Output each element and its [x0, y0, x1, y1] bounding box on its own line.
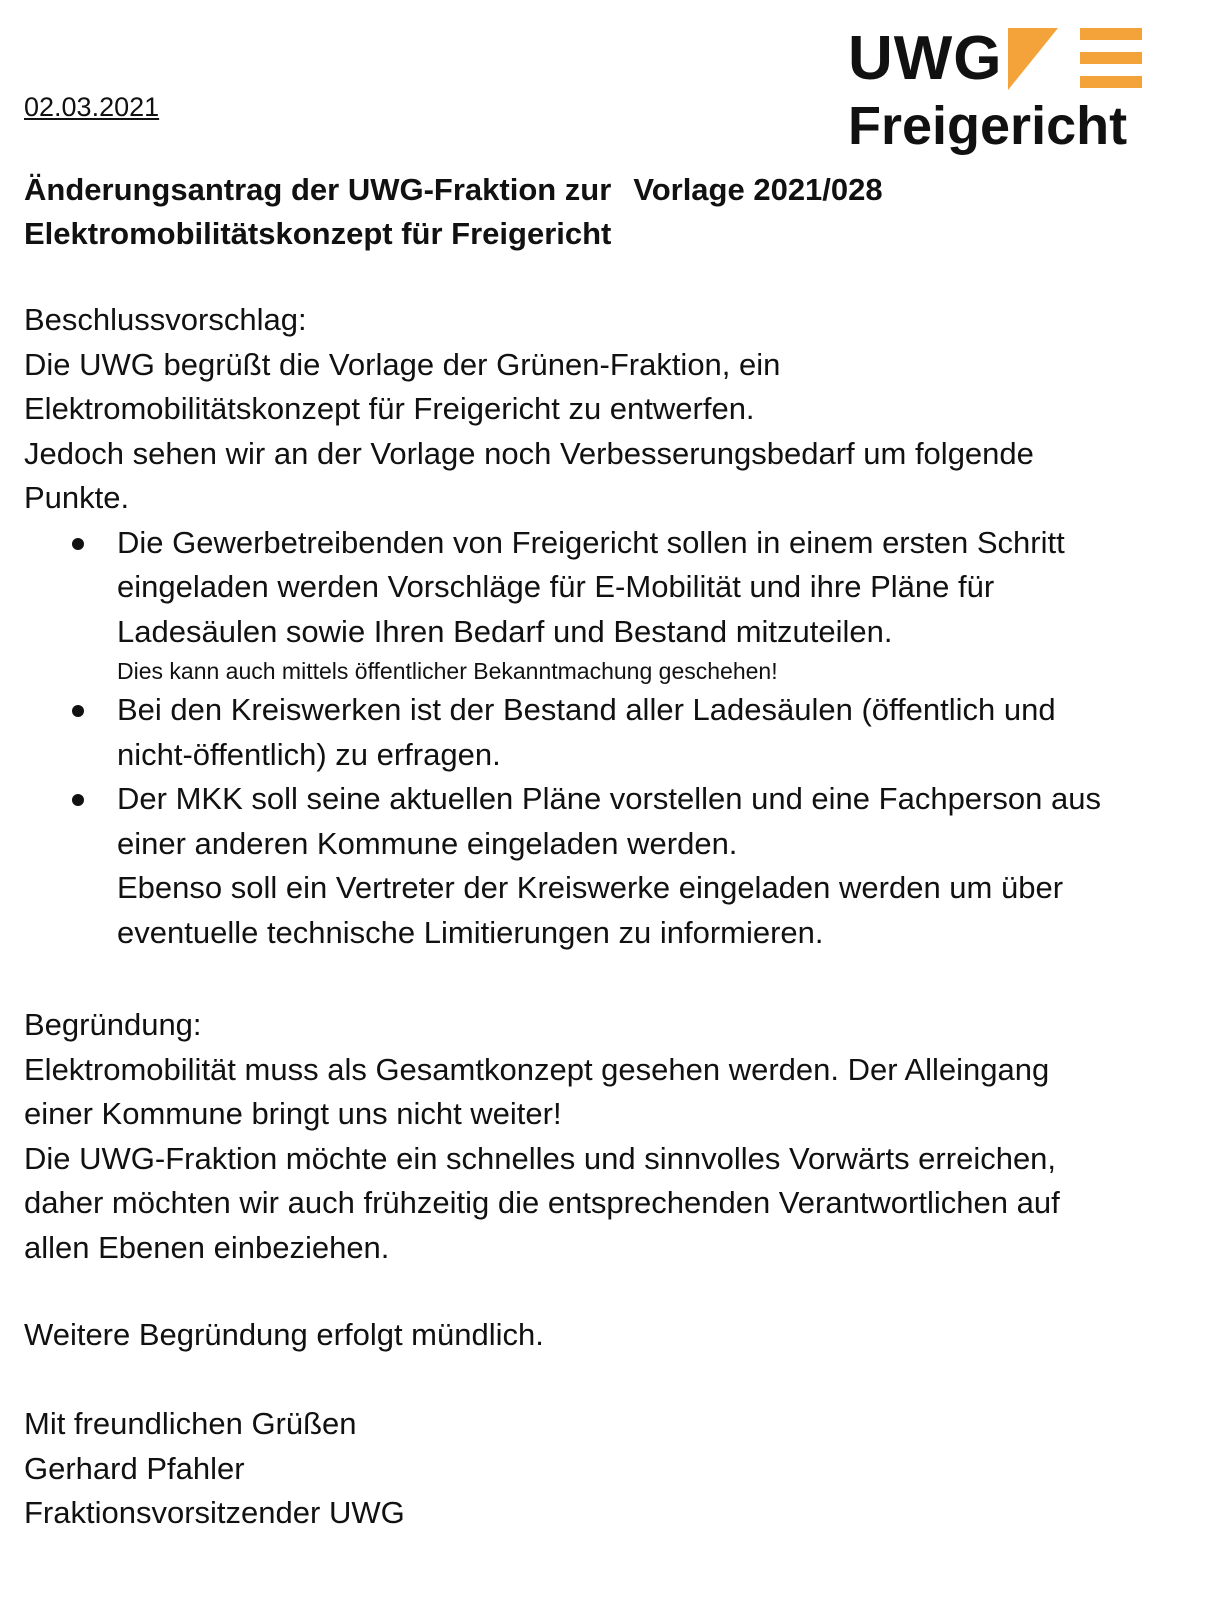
proposal-paragraph-1-line-2: Elektromobilitätskonzept für Freigericht zu entwerfen. [24, 391, 755, 426]
logo-top-text: UWG [848, 24, 1003, 93]
title-reference: Vorlage 2021/028 [633, 172, 883, 207]
closing-greeting: Mit freundlichen Grüßen [24, 1406, 357, 1441]
reasoning-line-1: Elektromobilität muss als Gesamtkonzept gesehen werden. Der Alleingang [24, 1051, 1050, 1087]
proposal-paragraph-2-line-2: Punkte. [24, 480, 130, 515]
further-reasoning [24, 1313, 1204, 1358]
bullet-3-line-3: Ebenso soll ein Vertreter der Kreiswerke eingeladen werden um über [117, 870, 1064, 905]
proposal-heading: Beschlussvorschlag: [24, 302, 307, 337]
proposal-section [24, 298, 1204, 955]
reasoning-line-4: daher möchten wir auch frühzeitig die entsprechenden Verantwortlichen auf [24, 1185, 1060, 1220]
reasoning-line-2: einer Kommune bringt uns nicht weiter! [24, 1096, 562, 1131]
proposal-paragraph-2-line-1: Jedoch sehen wir an der Vorlage noch Verbesserungsbedarf um folgende [24, 435, 1034, 471]
bullet-icon [72, 538, 84, 550]
closing-section [24, 1402, 1204, 1536]
bullet-1-line-2: eingeladen werden Vorschläge für E-Mobilität und ihre Pläne für [117, 569, 995, 604]
signatory-name: Gerhard Pfahler [24, 1450, 245, 1486]
bullet-1-line-1: Die Gewerbetreibenden von Freigericht sollen in einem ersten Schritt [117, 524, 1065, 560]
title-line-2: Elektromobilitätskonzept für Freigericht [24, 216, 612, 251]
reasoning-heading: Begründung: [24, 1007, 202, 1042]
title-line-1: Änderungsantrag der UWG-Fraktion zur [24, 172, 612, 207]
proposal-paragraph-1-line-1: Die UWG begrüßt die Vorlage der Grünen-Fraktion, ein [24, 346, 781, 382]
list-item [24, 777, 1204, 955]
bullet-3-line-2: einer anderen Kommune eingeladen werden. [117, 825, 738, 861]
bullet-2-line-2: nicht-öffentlich) zu erfragen. [117, 736, 501, 772]
bullet-3-line-4: eventuelle technische Limitierungen zu informieren. [117, 914, 824, 950]
bullet-icon [72, 705, 84, 717]
bullet-2-line-1: Bei den Kreiswerken ist der Bestand aller Ladesäulen (öffentlich und [117, 692, 1056, 727]
uwg-logo [848, 22, 1148, 162]
bullet-icon [72, 794, 84, 806]
reasoning-line-3: Die UWG-Fraktion möchte ein schnelles und sinnvolles Vorwärts erreichen, [24, 1140, 1057, 1176]
reasoning-section [24, 1003, 1204, 1270]
bullet-1-line-3: Ladesäulen sowie Ihren Bedarf und Bestand mitzuteilen. [117, 613, 893, 649]
list-item [24, 521, 1204, 689]
list-item [24, 688, 1204, 777]
signatory-role: Fraktionsvorsitzender UWG [24, 1495, 405, 1530]
bullet-3-line-1: Der MKK soll seine aktuellen Pläne vorstellen und eine Fachperson aus [117, 781, 1101, 816]
document-title [24, 168, 883, 256]
logo-bottom-text: Freigericht [848, 96, 1128, 156]
proposal-bullet-list [24, 521, 1204, 956]
reasoning-line-5: allen Ebenen einbeziehen. [24, 1229, 390, 1265]
bullet-1-note: Dies kann auch mittels öffentlicher Bekanntmachung geschehen! [117, 658, 778, 684]
logo-mark-icon [1008, 28, 1144, 92]
document-date: 02.03.2021 [24, 92, 160, 122]
further-reasoning-text: Weitere Begründung erfolgt mündlich. [24, 1317, 544, 1352]
